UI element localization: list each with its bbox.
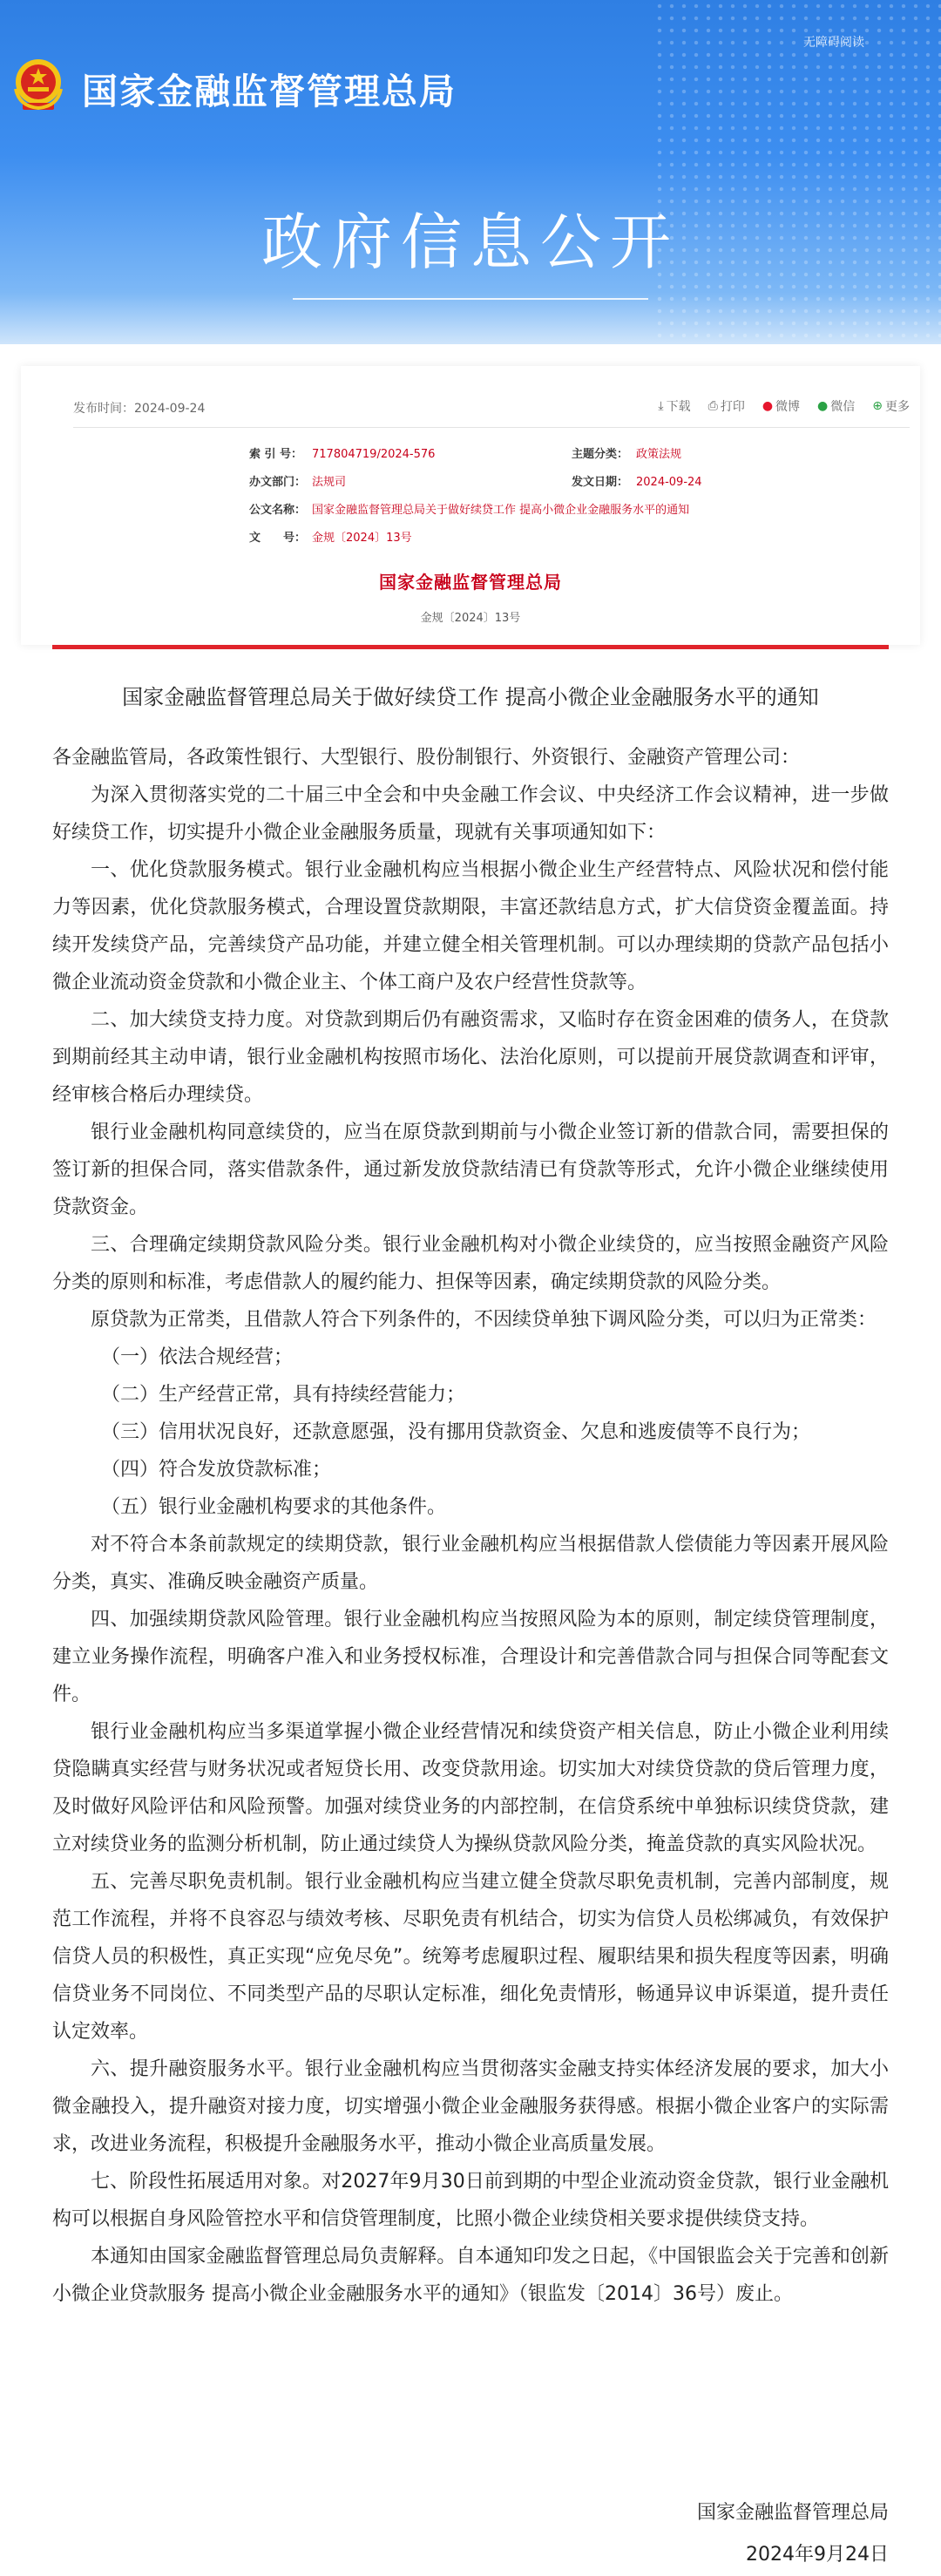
wechat-icon: ● [817, 399, 829, 413]
org-name[interactable]: 国家金融监督管理总局 [82, 71, 457, 112]
meta-doc-number [249, 528, 412, 545]
download-label: 下载 [666, 400, 691, 414]
print-label: 打印 [720, 400, 745, 414]
meta-label: 发文日期： [572, 476, 629, 489]
article-body [52, 739, 889, 2313]
paragraph: 本通知由国家金融监督管理总局负责解释。自本通知印发之日起，《中国银监会关于完善和创新小微企业贷款服务 提高小微企业金融服务水平的通知》（银监发〔2014〕36号）废止。 [52, 2246, 889, 2305]
meta-label: 索 引 号： [249, 448, 303, 461]
meta-value: 国家金融监督管理总局关于做好续贷工作 提高小微企业金融服务水平的通知 [312, 504, 690, 517]
meta-label: 文 号： [249, 532, 307, 545]
meta-label: 办文部门： [249, 476, 307, 489]
paragraph: 银行业金融机构应当多渠道掌握小微企业经营情况和续贷资产相关信息，防止小微企业利用续贷隐瞒真实经营与财务状况或者短贷长用、改变贷款用途。切实加大对续贷贷款的贷后管理力度，及时做好风险评估和风险预警。加强对续贷业务的内部控制，在信贷系统中单独标识续贷贷款，建立对续贷业务的监测分析机制，防止通过续贷人为操纵贷款风险分类，掩盖贷款的真实风险状况。 [52, 1721, 889, 1855]
printer-icon: ⎙ [707, 399, 718, 413]
more-label: 更多 [885, 400, 910, 414]
share-tools [658, 397, 910, 415]
condition-item: （五）银行业金融机构要求的其他条件。 [101, 1496, 447, 1518]
section-title: 政府信息公开 [261, 207, 680, 278]
document-number: 金规〔2024〕13号 [420, 612, 521, 625]
meta-doc-name [249, 500, 689, 517]
print-button[interactable] [708, 397, 745, 415]
paragraph: 五、完善尽职免责机制。银行业金融机构应当建立健全贷款尽职免责机制，完善内部制度，规范工作流程，并将不良容忍与绩效考核、尽职免责有机结合，切实为信贷人员松绑减负，有效保护信贷人员的积极性，真正实现“应免尽免”。统筹考虑履职过程、履职结果和损失程度等因素，明确信贷业务不同岗位、不同类型产品的尽职认定标准，细化免责情形，畅通异议申诉渠道，提升责任认定效率。 [52, 1871, 889, 2043]
meta-value: 政策法规 [636, 448, 682, 461]
paragraph: 七、阶段性拓展适用对象。对2027年9月30日前到期的中型企业流动资金贷款，银行业金融机构可以根据自身风险管控水平和信贷管理制度，比照小微企业续贷相关要求提供续贷支持。 [52, 2171, 889, 2230]
paragraph: 一、优化贷款服务模式。银行业金融机构应当根据小微企业生产经营特点、风险状况和偿付能力等因素，优化贷款服务模式，合理设置贷款期限，丰富还款结息方式，扩大信贷资金覆盖面。持续开发续贷产品，完善续贷产品功能，并建立健全相关管理机制。可以办理续期的贷款产品包括小微企业流动资金贷款和小微企业主、个体工商户及农户经营性贷款等。 [52, 859, 889, 993]
weibo-share-button[interactable] [762, 397, 800, 415]
sign-org: 国家金融监督管理总局 [696, 2502, 889, 2524]
more-share-button[interactable] [872, 397, 910, 415]
red-divider [52, 645, 889, 649]
meta-label: 公文名称： [249, 504, 307, 517]
meta-office [249, 472, 346, 489]
paragraph: 二、加大续贷支持力度。对贷款到期后仍有融资需求，又临时存在资金困难的债务人，在贷款到期前经其主动申请，银行业金融机构按照市场化、法治化原则，可以提前开展贷款调查和评审，经审核合格后办理续贷。 [52, 1009, 889, 1106]
meta-value: 金规〔2024〕13号 [312, 532, 412, 545]
banner-divider [293, 298, 648, 300]
download-icon: ⤓ [658, 399, 664, 413]
paragraph: 三、合理确定续期贷款风险分类。银行业金融机构对小微企业续贷的，应当按照金融资产风险分类的原则和标准，考虑借款人的履约能力、担保等因素，确定续期贷款的风险分类。 [52, 1234, 889, 1293]
paragraph: 银行业金融机构同意续贷的，应当在原贷款到期前与小微企业签订新的借款合同，需要担保的签订新的担保合同，落实借款条件，通过新发放贷款结清已有贷款等形式，允许小微企业继续使用贷款资金。 [52, 1122, 889, 1218]
plus-icon: ⊕ [872, 399, 883, 413]
meta-index [249, 444, 435, 461]
paragraph: 四、加强续期贷款风险管理。银行业金融机构应当按照风险为本的原则，制定续贷管理制度，建立业务操作流程，明确客户准入和业务授权标准，合理设计和完善借款合同与担保合同等配套文件。 [52, 1609, 889, 1705]
wechat-label: 微信 [830, 400, 856, 414]
national-emblem-icon [10, 54, 66, 115]
paragraph: 六、提升融资服务水平。银行业金融机构应当贯彻落实金融支持实体经济发展的要求，加大小微金融投入，提升融资对接力度，切实增强小微企业金融服务获得感。根据小微企业客户的实际需求，改进业务流程，积极提升金融服务水平，推动小微企业高质量发展。 [52, 2058, 889, 2155]
paragraph: 为深入贯彻落实党的二十届三中全会和中央金融工作会议、中央经济工作会议精神，进一步做好续贷工作，切实提升小微企业金融服务质量，现就有关事项通知如下： [52, 784, 889, 844]
meta-date [572, 472, 702, 489]
article-title: 国家金融监督管理总局关于做好续贷工作 提高小微企业金融服务水平的通知 [122, 685, 819, 709]
wechat-share-button[interactable] [817, 397, 855, 415]
document-issuer: 国家金融监督管理总局 [379, 572, 562, 593]
weibo-icon: ● [762, 399, 774, 413]
decorative-dot-pattern [653, 0, 941, 344]
sign-date: 2024年9月24日 [746, 2544, 889, 2566]
meta-value: 2024-09-24 [636, 476, 702, 489]
document-info-card [21, 366, 920, 645]
accessible-reading-link[interactable]: 无障碍阅读 [803, 36, 864, 50]
signoff [697, 2492, 889, 2576]
publish-label: 发布时间： [73, 402, 134, 416]
header-banner [0, 0, 941, 344]
salutation: 各金融监管局，各政策性银行、大型银行、股份制银行、外资银行、金融资产管理公司： [52, 747, 801, 769]
publish-date-value: 2024-09-24 [134, 402, 206, 416]
meta-category [572, 444, 681, 461]
publish-date [73, 399, 205, 417]
meta-label: 主题分类： [572, 448, 629, 461]
condition-item: （一）依法合规经营； [101, 1346, 294, 1368]
weibo-label: 微博 [775, 400, 801, 414]
condition-item: （二）生产经营正常，具有持续经营能力； [101, 1384, 466, 1406]
paragraph: 原贷款为正常类，且借款人符合下列条件的，不因续贷单独下调风险分类，可以归为正常类： [91, 1309, 877, 1331]
condition-item: （四）符合发放贷款标准； [101, 1459, 332, 1481]
toolbar [73, 380, 910, 428]
meta-value: 717804719/2024-576 [312, 448, 436, 461]
condition-item: （三）信用状况良好，还款意愿强，没有挪用贷款资金、欠息和逃废债等不良行为； [101, 1421, 811, 1443]
paragraph: 对不符合本条前款规定的续期贷款，银行业金融机构应当根据借款人偿债能力等因素开展风险分类，真实、准确反映金融资产质量。 [52, 1534, 889, 1593]
meta-value: 法规司 [312, 476, 347, 489]
download-button[interactable] [658, 397, 690, 415]
